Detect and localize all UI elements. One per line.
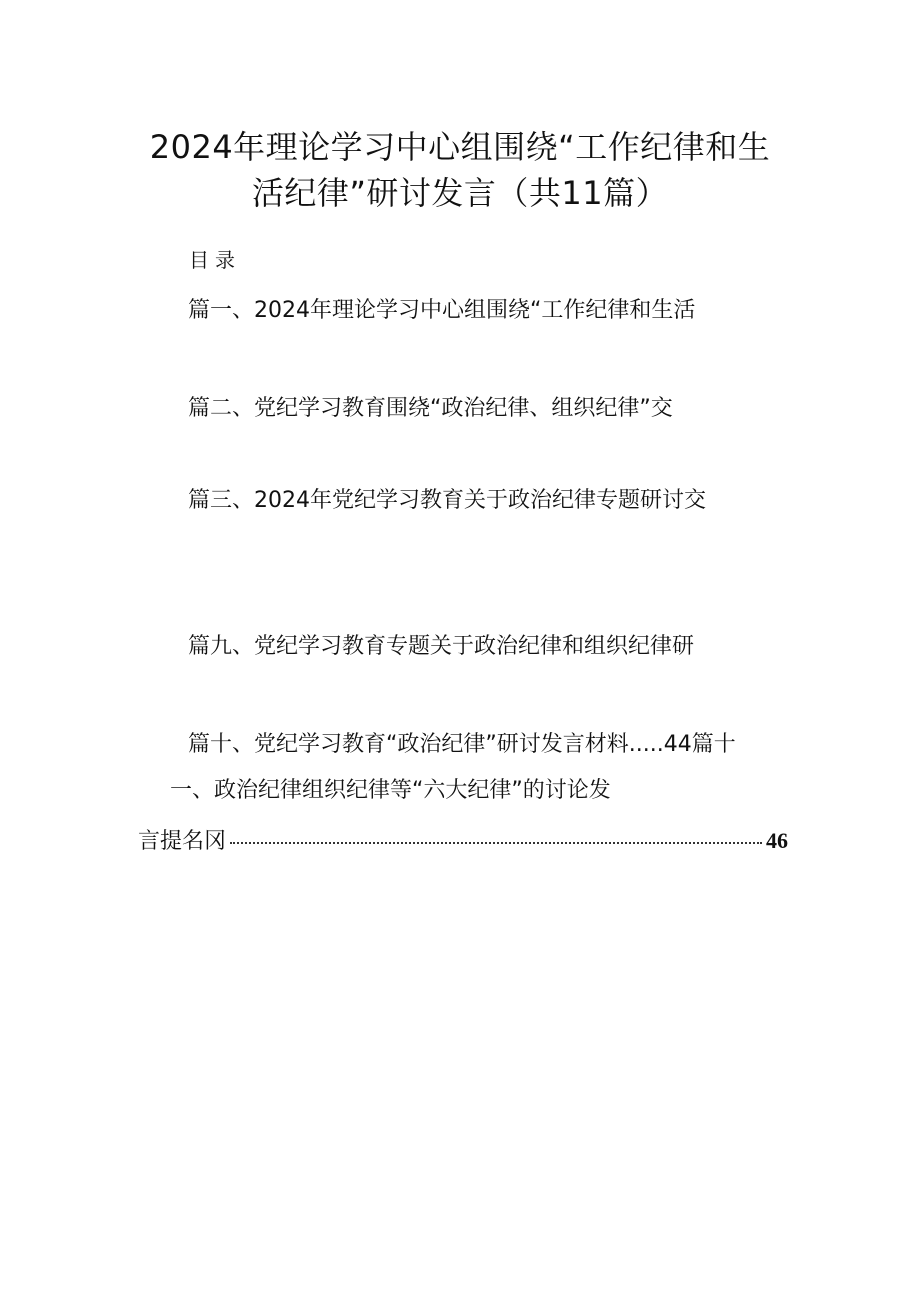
document-title-line-1: 2024年理论学习中心组围绕“工作纪律和生: [149, 128, 771, 166]
toc-entry-3[interactable]: 篇三、2024年党纪学习教育关于政治纪律专题研讨交: [188, 488, 706, 513]
toc-heading: 目录: [189, 248, 241, 272]
toc-entry-9[interactable]: 篇九、党纪学习教育专题关于政治纪律和组织纪律研: [188, 634, 695, 659]
toc-entry-10[interactable]: 篇十、党纪学习教育“政治纪律”研讨发言材料.....44篇十: [188, 732, 736, 757]
toc-entry-2[interactable]: 篇二、党纪学习教育围绕“政治纪律、组织纪律”交: [188, 396, 673, 421]
toc-entry-1[interactable]: 篇一、2024年理论学习中心组围绕“工作纪律和生活: [188, 298, 696, 323]
document-title-line-2: 活纪律”研讨发言（共11篇）: [251, 174, 669, 212]
toc-entry-11-line-1[interactable]: 一、政治纪律组织纪律等“六大纪律”的讨论发: [170, 778, 611, 803]
toc-entry-11-line-2[interactable]: [138, 826, 788, 857]
dot-leader: [230, 842, 762, 844]
toc-entry-11-tail: 言提名冈: [138, 829, 227, 854]
toc-page-number: 46: [766, 828, 788, 853]
